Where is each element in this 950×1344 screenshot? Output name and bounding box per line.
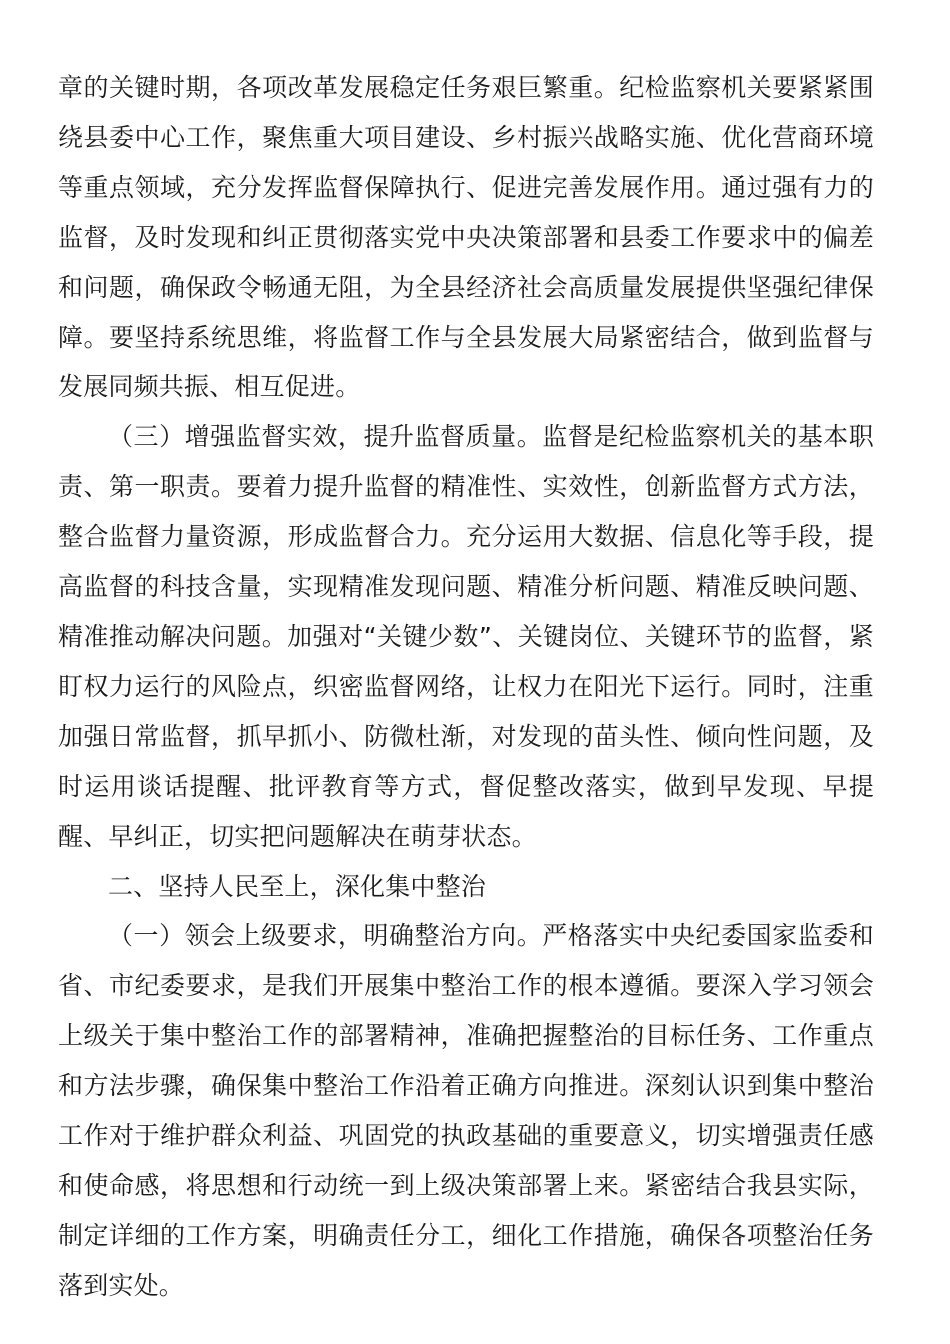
paragraph-supervision-effectiveness: （三）增强监督实效，提升监督质量。监督是纪检监察机关的基本职责、第一职责。要着力提升监督的精准性、实效性，创新监督方式方法，整合监督力量资源，形成监督合力。充分运用大数据、信息化等手段，提高监督的科技含量，实现精准发现问题、精准分析问题、精准反映问题、精准推动解决问题。加强对“关键少数”、关键岗位、关键环节的监督，紧盯权力运行的风险点，织密监督网络，让权力在阳光下运行。同时，注重加强日常监督，抓早抓小、防微杜渐，对发现的苗头性、倾向性问题，及时运用谈话提醒、批评教育等方式，督促整改落实，做到早发现、早提醒、早纠正，切实把问题解决在萌芽状态。	[58, 422, 874, 851]
section-heading-two: 二、坚持人民至上，深化集中整治	[108, 871, 487, 901]
paragraph-higher-requirements: （一）领会上级要求，明确整治方向。严格落实中央纪委国家监委和省、市纪委要求，是我们开展集中整治工作的根本遵循。要深入学习领会上级关于集中整治工作的部署精神，准确把握整治的目标任务、工作重点和方法步骤，确保集中整治工作沿着正确方向推进。深刻认识到集中整治工作对于维护群众利益、巩固党的执政基础的重要意义，切实增强责任感和使命感，将思想和行动统一到上级决策部署上来。紧密结合我县实际，制定详细的工作方案，明确责任分工，细化工作措施，确保各项整治任务落到实处。	[58, 921, 874, 1300]
paragraph-continuation: 章的关键时期，各项改革发展稳定任务艰巨繁重。纪检监察机关要紧紧围绕县委中心工作，聚焦重大项目建设、乡村振兴战略实施、优化营商环境等重点领域，充分发挥监督保障执行、促进完善发展作用。通过强有力的监督，及时发现和纠正贯彻落实党中央决策部署和县委工作要求中的偏差和问题，确保政令畅通无阻，为全县经济社会高质量发展提供坚强纪律保障。要坚持系统思维，将监督工作与全县发展大局紧密结合，做到监督与发展同频共振、相互促进。	[58, 73, 874, 402]
